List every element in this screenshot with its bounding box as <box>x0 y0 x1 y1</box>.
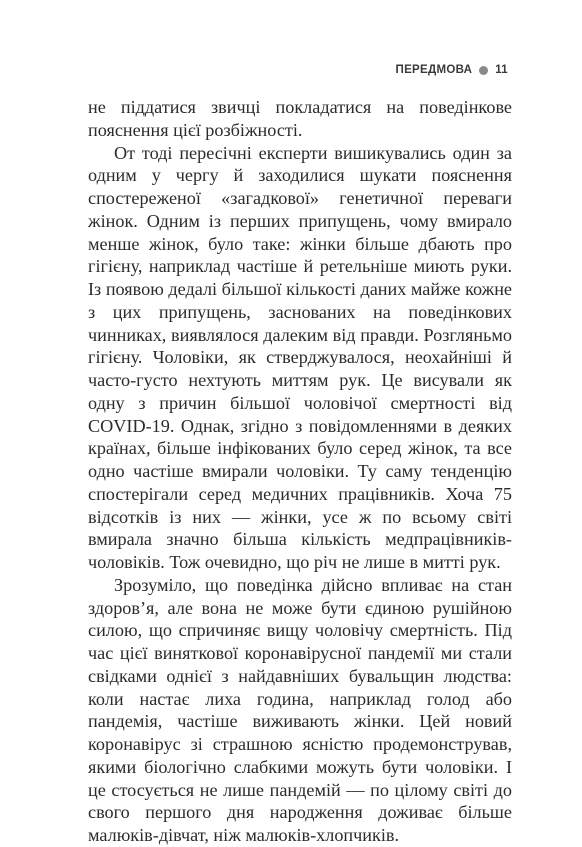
separator-dot-icon <box>479 66 488 75</box>
page-number: 11 <box>495 64 508 76</box>
body-text <box>88 96 512 847</box>
paragraph-continued: не піддатися звичці покладатися на поведінкове пояснення цієї розбіжності. <box>88 97 512 140</box>
running-head <box>396 64 509 76</box>
paragraph: Зрозуміло, що поведінка дійсно впливає на стан здоров’я, але вона не може бути єдиною рушійною силою, що спричиняє вищу чоловічу смертність. Під час цієї виняткової коронавірусної пандемії ми стали свідками однієї з найдавніших бувальщин людства: коли настає лиха година, наприклад голод або пандемія, частіше виживають жінки. Цей новий коронавірус зі страшною ясністю продемонстрував, якими біологічно слабкими можуть бути чоловіки. І це стосується не лише пандемій — по цілому світі до свого першого дня народження доживає більше малюків-дівчат, ніж малюків-хлопчиків. <box>88 574 512 845</box>
paragraph: От тоді пересічні експерти вишикувались один за одним у чергу й заходилися шукати пояснення спостереженої «загадкової» генетичної переваги жінок. Одним із перших припущень, чому вмирало менше жінок, було таке: жінки більше дбають про гігієну, наприклад частіше й ретельніше миють руки. Із появою дедалі більшої кількості даних майже кожне з цих припущень, заснованих на поведінкових чинниках, виявлялося далеким від правди. Розгляньмо гігієну. Чоловіки, як стверджувалося, неохайніші й часто-густо нехтують миттям рук. Це висували як одну з причин більшої чоловічої смертності від COVID-19. Однак, згідно з повідомленнями в деяких країнах, більше інфікованих було серед жінок, та все одно частіше вмирали чоловіки. Ту саму тенденцію спостерігали серед медичних працівників. Хоча 75 відсотків із них — жінки, усе ж по всьому світі вмирала значно більша кількість медпрацівників-чоловіків. Тож очевидно, що річ не лише в митті рук. <box>88 142 512 572</box>
section-title: ПЕРЕДМОВА <box>395 64 473 76</box>
